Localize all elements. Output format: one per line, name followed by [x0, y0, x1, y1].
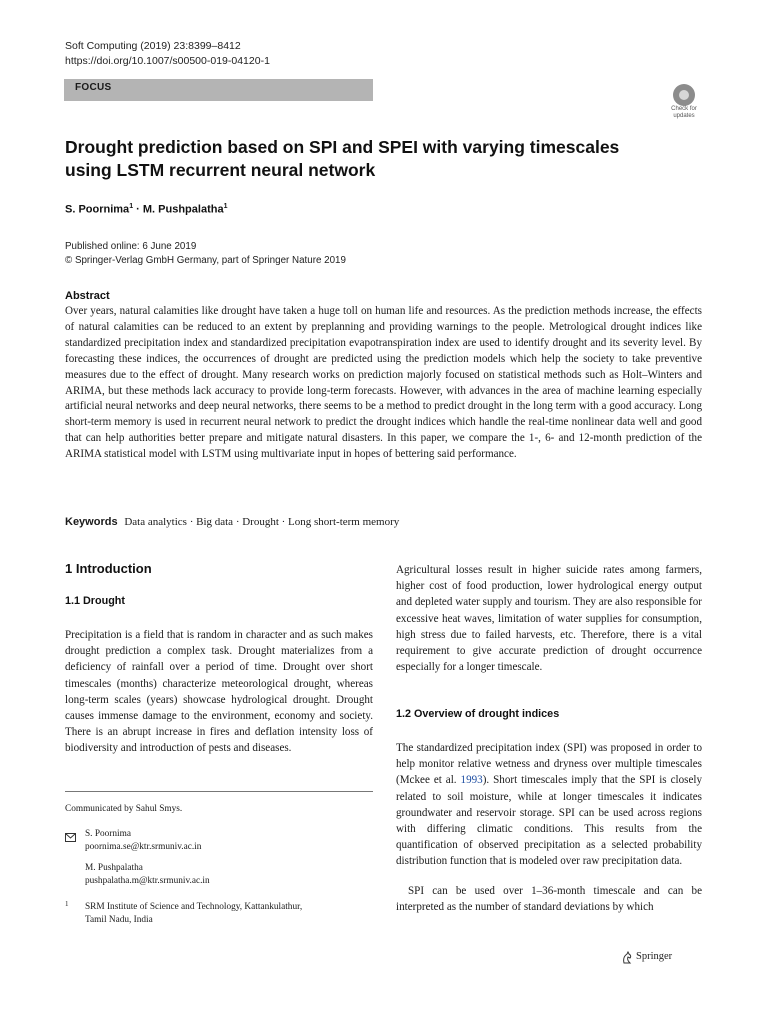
section-label: FOCUS [75, 82, 112, 93]
affiliation-line1: SRM Institute of Science and Technology, Kattankulathur, [85, 902, 303, 912]
badge-text-line1: Check for [671, 106, 697, 112]
affiliation-number: 1 [65, 900, 69, 908]
paper-title-line2: using LSTM recurrent neural network [65, 160, 376, 180]
springer-horse-icon [621, 951, 633, 969]
publisher-name: Springer [636, 951, 673, 962]
abstract-text: Over years, natural calamities like drought have taken a huge toll on human life and resources. As the prediction methods increase, the effects of natural calamities can be reduced to an extent by preplanning and providing warnings to the people. Metrological drought indices like standardized precipitation index and standardized precipitation evapotranspiration index are used to identify drought and its severity level. By forecasting these indices, the occurrences of drought are predicted using the prediction models which help the society to take preventive measures due to the effect of drought. Many research works on prediction majorly focused on statistical methods such as Holt–Winters and ARIMA, but these methods lack accuracy to provide long-term forecasts. However, with advances in the area of machine learning especially artificial neural networks and deep neural networks, there seems to be a method to predict drought in the long term with a good accuracy. Long short-term memory is used in recurrent neural network to predict the drought indices which handle the real-time nonlinear data well and good that can help authorities better prepare and mitigate natural disasters. In this paper, we compare the 1-, 6- and 12-month prediction of the ARIMA statistical model with LSTM using multivariate input in hopes of bettering said performance. [65, 305, 702, 461]
affiliation-line2: Tamil Nadu, India [85, 914, 153, 925]
affiliation-mark: 1 [129, 203, 134, 210]
affiliation-mark: 1 [223, 203, 228, 210]
copyright-line: © Springer-Verlag GmbH Germany, part of Springer Nature 2019 [65, 255, 346, 266]
second-author [85, 862, 210, 887]
author1-email[interactable]: poornima.se@ktr.srmuniv.ac.in [85, 841, 202, 852]
abstract-heading: Abstract [65, 290, 110, 302]
citation-link[interactable]: 1993 [460, 774, 483, 787]
check-for-updates-badge[interactable] [664, 84, 704, 124]
communicated-by: Communicated by Sahul Smys. [65, 804, 183, 814]
author2-name: M. Pushpalatha [85, 863, 143, 873]
doi-link[interactable]: https://doi.org/10.1007/s00500-019-04120-1 [65, 55, 270, 67]
author-name[interactable]: S. Poornima [65, 203, 130, 216]
keywords [65, 516, 399, 528]
paragraph-spi-text: The standardized precipitation index (SPI) was proposed in order to help monitor relative wetness and dryness over multiple timescales (Mckee et al. [396, 742, 702, 787]
paragraph-drought: Precipitation is a field that is random in character and as such makes drought prediction a complex task. Drought materializes from a deficiency of rainfall over a period of time. Drought over short timescales (months) characterize meteorological drought, whereas long-term scales (years) showcase hydrological drought. Drought causes immense damage to the environment, economy and society. There is an abrupt increase in fires and deflation intensity loss of biodiversity and introduction of pests and diseases. [65, 629, 373, 755]
published-date: Published online: 6 June 2019 [65, 241, 197, 252]
author1-name: S. Poornima [85, 829, 131, 839]
corresponding-author [85, 828, 201, 853]
paragraph-agricultural-losses: Agricultural losses result in higher suicide rates among farmers, higher cost of food production, lower hydrological energy output and depleted water supply and tourism. They are also responsible for excessive heat waves, limitation of water supplies for consumption, high stress due to failed harvests, etc. Therefore, there is a vital requirement to give accurate prediction of drought occurrence especially for a longer timescale. [396, 564, 702, 674]
keywords-list: Data analytics · Big data · Drought · Long short-term memory [124, 516, 400, 528]
envelope-icon [65, 829, 76, 847]
author-separator: · [136, 203, 140, 216]
author-list [65, 203, 227, 216]
author2-email[interactable]: pushpalatha.m@ktr.srmuniv.ac.in [85, 875, 210, 886]
paragraph-spi-timescale: SPI can be used over 1–36-month timescale and can be interpreted as the number of standard deviations by which [396, 885, 702, 914]
subsection-heading-indices: 1.2 Overview of drought indices [396, 708, 560, 720]
paper-title-line1: Drought prediction based on SPI and SPEI with varying timescales [65, 137, 620, 157]
affiliation [85, 901, 302, 926]
paper-title [65, 136, 705, 182]
paragraph-spi [396, 740, 702, 870]
journal-citation: Soft Computing (2019) 23:8399–8412 [65, 40, 241, 52]
author-name[interactable]: M. Pushpalatha [142, 203, 224, 216]
subsection-heading-drought: 1.1 Drought [65, 595, 125, 607]
keywords-label: Keywords [65, 516, 118, 528]
section-heading-introduction: 1 Introduction [65, 561, 152, 576]
footnote-divider [65, 791, 373, 792]
check-for-updates-icon [673, 84, 695, 106]
badge-text-line2: updates [673, 113, 695, 119]
paragraph-spi-text-cont: ). Short timescales imply that the SPI is closely related to soil moisture, while at longer timescales it indicates groundwater and reservoir storage. SPI can be used across regions with differing climatic conditions. This results from the quantification of observed precipitation as a selected probability distribution function that is modeled over raw precipitation data. [396, 774, 702, 868]
